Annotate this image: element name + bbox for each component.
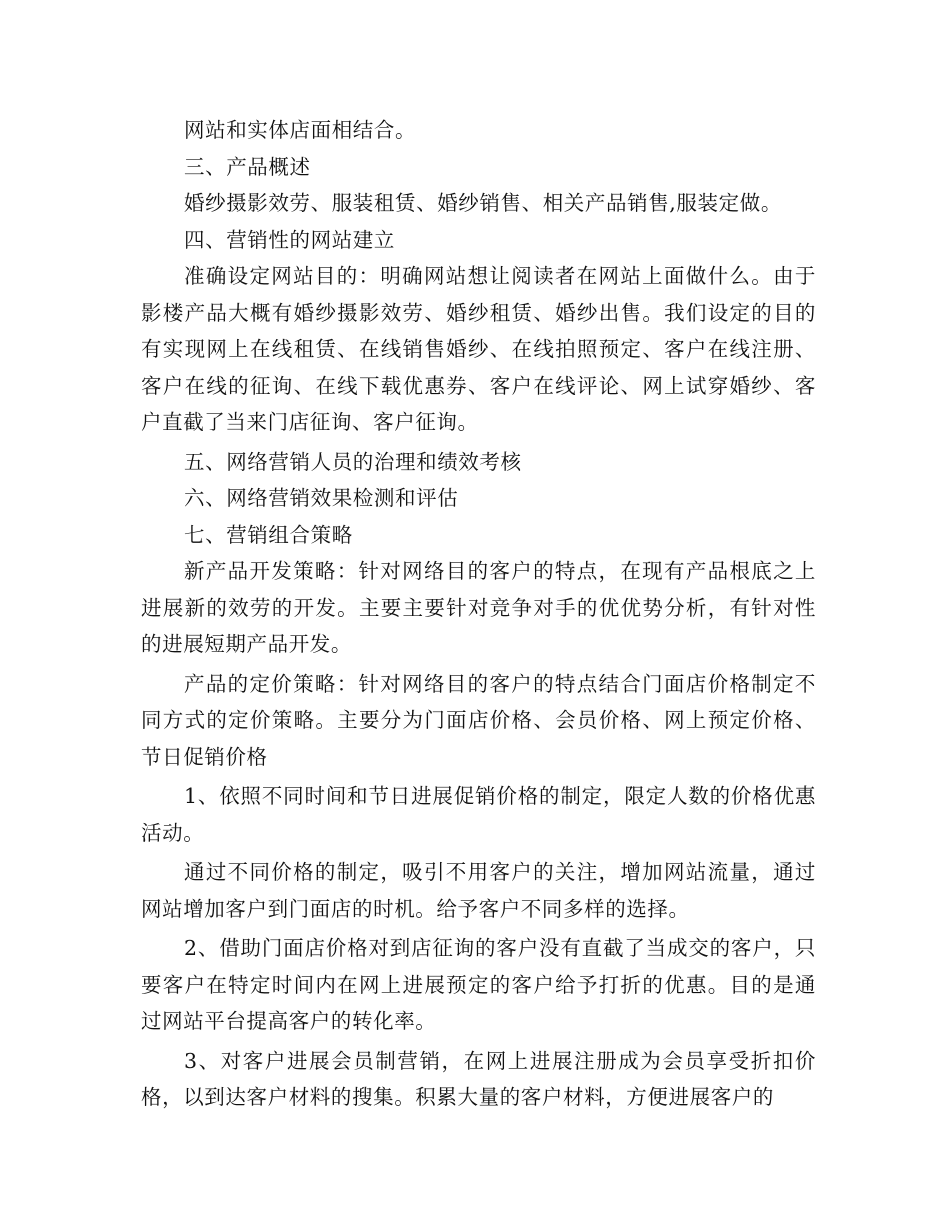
paragraph-pricing-effect: 通过不同价格的制定，吸引不用客户的关注，增加网站流量，通过网站增加客户到门面店的时机。给予客户不同多样的选择。 bbox=[141, 860, 816, 921]
heading-product-overview: 三、产品概述 bbox=[184, 154, 311, 179]
paragraph-new-product-strategy: 新产品开发策略：针对网络目的客户的特点，在现有产品根底之上进展新的效劳的开发。主要主要针对竞争对手的优优势分析，有针对性的进展短期产品开发。 bbox=[141, 559, 816, 656]
document-body bbox=[141, 112, 816, 1116]
paragraph-pricing-item-2: 2、借助门面店价格对到店征询的客户没有直截了当成交的客户，只要客户在特定时间内在网上进展预定的客户给予打折的优惠。目的是通过网站平台提高客户的转化率。 bbox=[141, 936, 816, 1033]
paragraph-intro-tail: 网站和实体店面相结合。 bbox=[184, 118, 417, 142]
heading-effect-evaluation: 六、网络营销效果检测和评估 bbox=[184, 486, 459, 510]
paragraph-product-overview: 婚纱摄影效劳、服装租赁、婚纱销售、相关产品销售,服装定做。 bbox=[184, 191, 782, 215]
paragraph-pricing-strategy: 产品的定价策略：针对网络目的客户的特点结合门面店价格制定不同方式的定价策略。主要分为门面店价格、会员价格、网上预定价格、节日促销价格 bbox=[141, 671, 816, 769]
heading-website-setup: 四、营销性的网站建立 bbox=[184, 227, 395, 252]
paragraph-pricing-item-3: 3、对客户进展会员制营销，在网上进展注册成为会员享受折扣价格，以到达客户材料的搜集。积累大量的客户材料，方便进展客户的 bbox=[141, 1048, 816, 1109]
heading-marketing-mix: 七、营销组合策略 bbox=[184, 522, 353, 547]
paragraph-pricing-item-1: 1、依照不同时间和节日进展促销价格的制定，限定人数的价格优惠活动。 bbox=[141, 784, 816, 845]
heading-staff-management: 五、网络营销人员的治理和绩效考核 bbox=[184, 449, 522, 474]
paragraph-website-goals: 准确设定网站目的：明确网站想让阅读者在网站上面做什么。由于影楼产品大概有婚纱摄影效劳、婚纱租赁、婚纱出售。我们设定的目的有实现网上在线租赁、在线销售婚纱、在线拍照预定、客户在线注册、客户在线的征询、在线下载优惠券、客户在线评论、网上试穿婚纱、客户直截了当来门店征询、客户征询。 bbox=[141, 264, 816, 434]
